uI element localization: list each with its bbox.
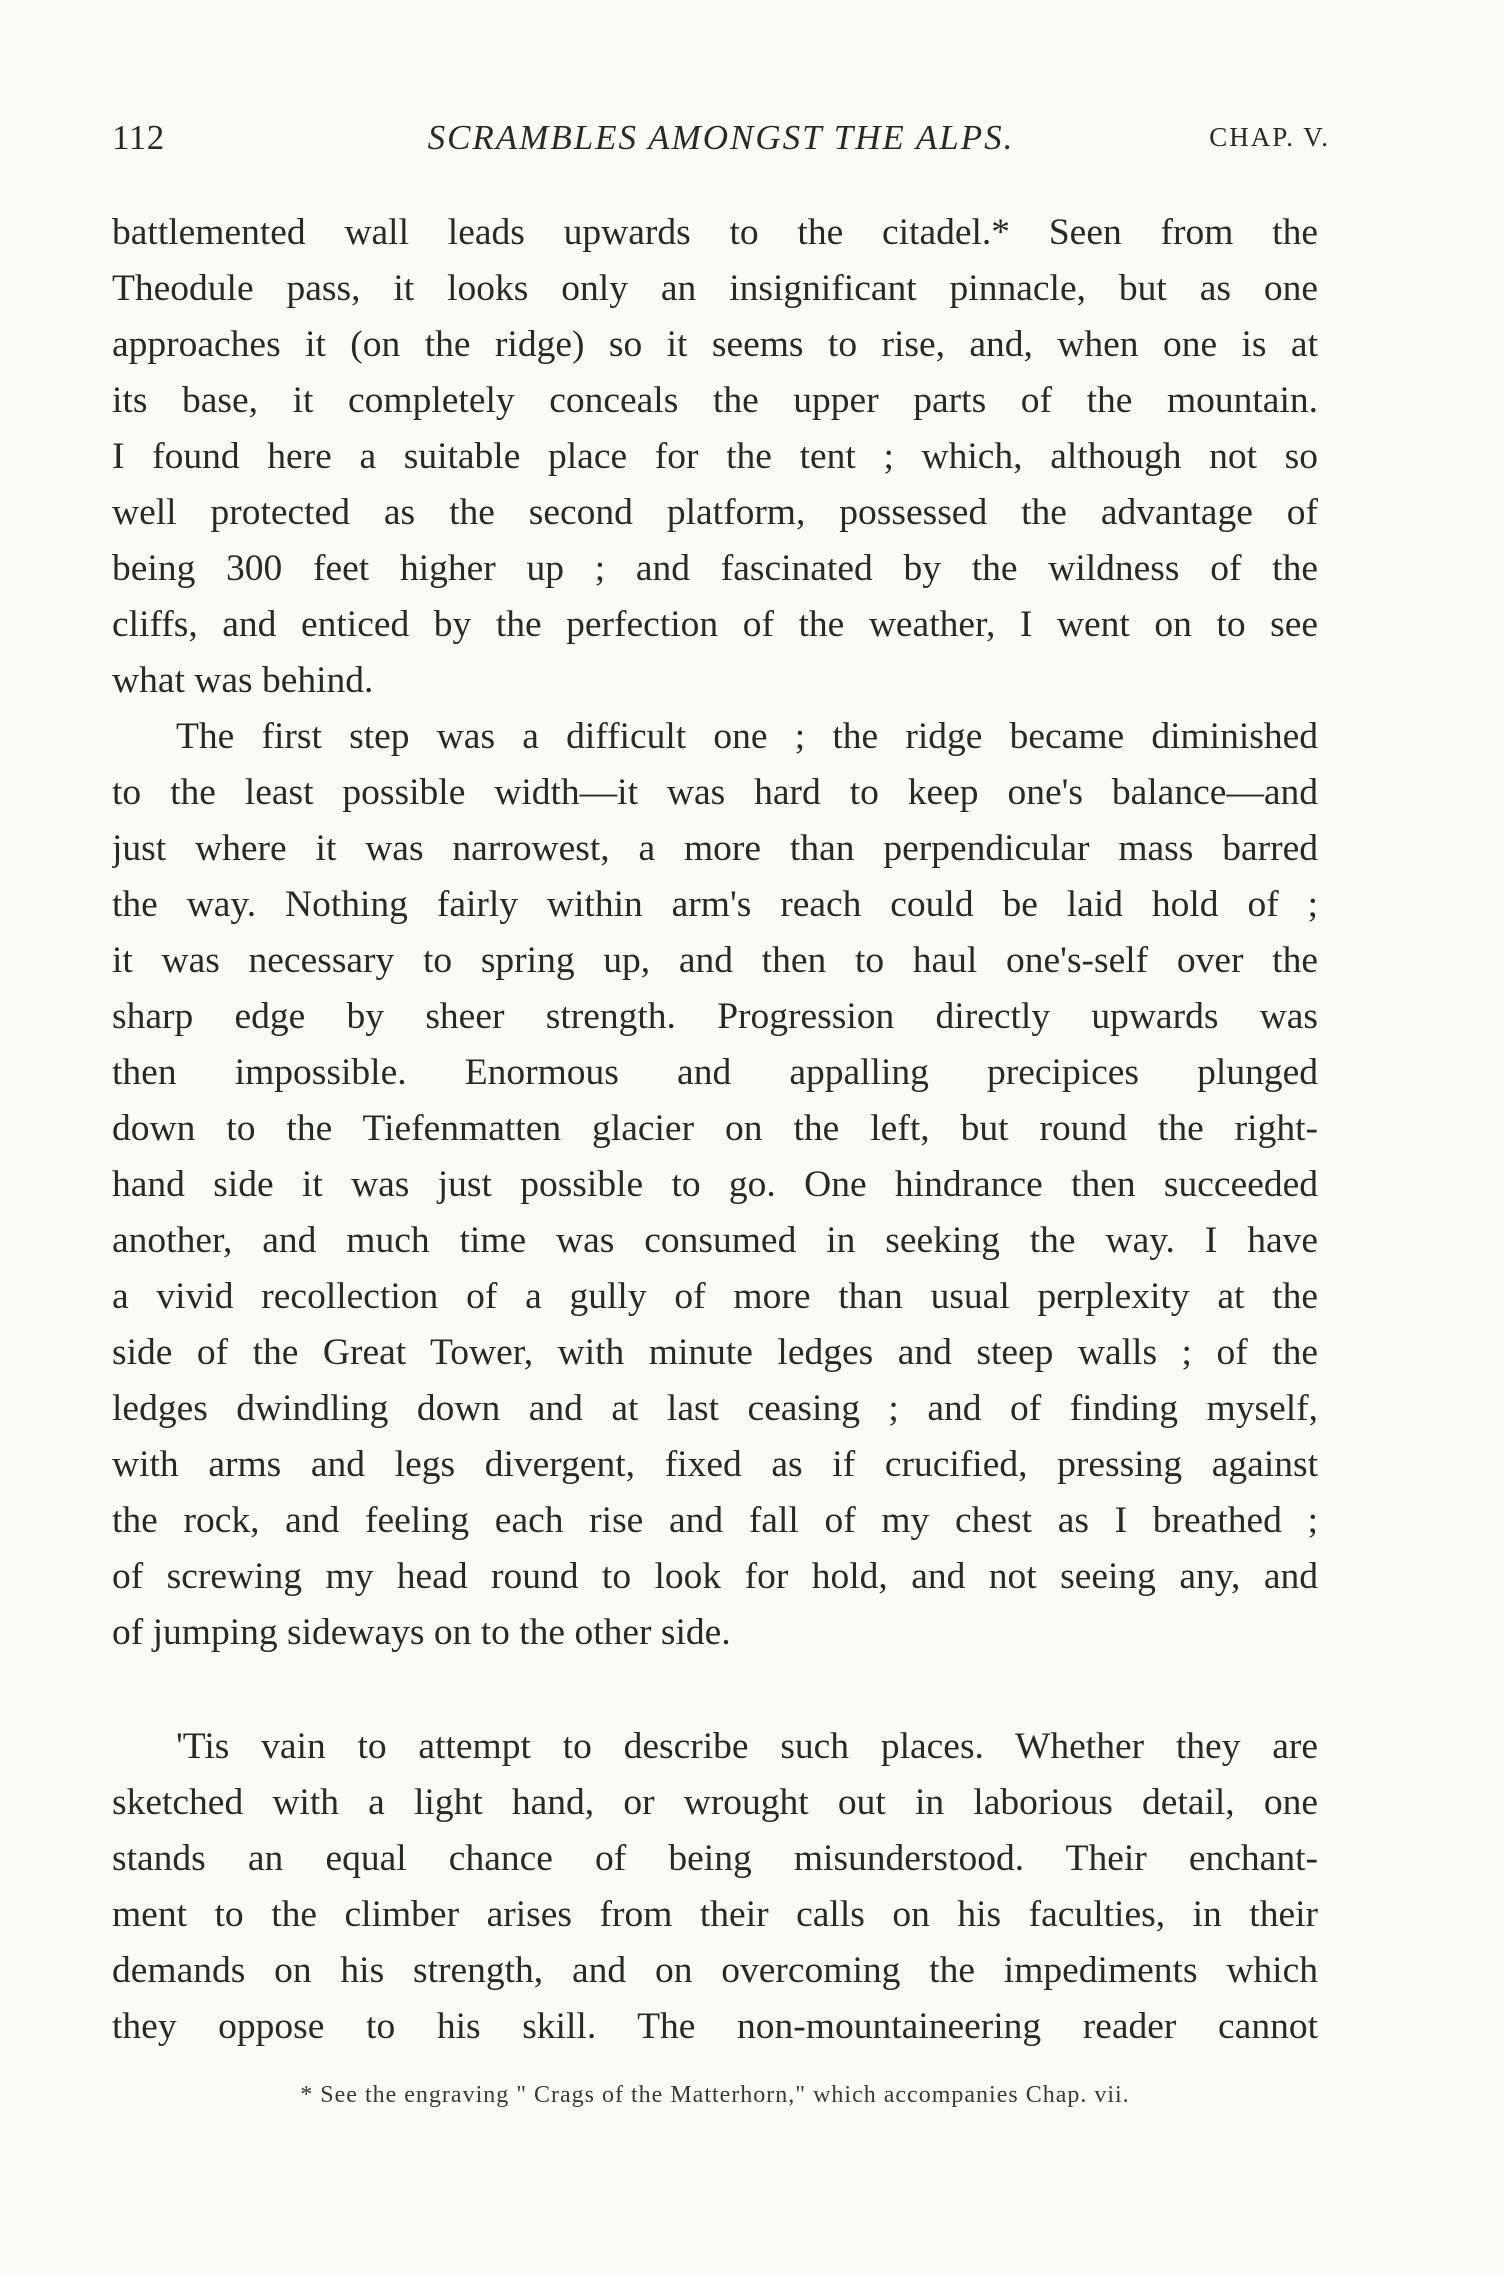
text-line: being 300 feet higher up ; and fascinated by the wildness of the (112, 548, 1318, 589)
text-line: stands an equal chance of being misunderstood. Their enchant- (112, 1838, 1318, 1879)
text-line: The first step was a difficult one ; the ridge became diminished (176, 716, 1318, 757)
text-line: sharp edge by sheer strength. Progression directly upwards was (112, 996, 1318, 1037)
text-line: then impossible. Enormous and appalling precipices plunged (112, 1052, 1318, 1093)
text-line: battlemented wall leads upwards to the citadel.* Seen from the (112, 212, 1318, 253)
text-line: demands on his strength, and on overcoming the impediments which (112, 1950, 1318, 1991)
text-line: it was necessary to spring up, and then to haul one's-self over the (112, 940, 1318, 981)
text-line: another, and much time was consumed in seeking the way. I have (112, 1220, 1318, 1261)
text-line: to the least possible width—it was hard to keep one's balance—and (112, 772, 1318, 813)
text-line: what was behind. (112, 660, 374, 701)
running-title: SCRAMBLES AMONGST THE ALPS. (427, 118, 1015, 157)
running-header (112, 118, 1330, 168)
text-line: its base, it completely conceals the upper parts of the mountain. (112, 380, 1318, 421)
footnote: * See the engraving " Crags of the Matterhorn," which accompanies Chap. vii. (300, 2082, 1130, 2108)
text-line: approaches it (on the ridge) so it seems to rise, and, when one is at (112, 324, 1318, 365)
text-line: ledges dwindling down and at last ceasing ; and of finding myself, (112, 1388, 1318, 1429)
text-line: of screwing my head round to look for hold, and not seeing any, and (112, 1556, 1318, 1597)
text-line: of jumping sideways on to the other side. (112, 1612, 731, 1653)
page-number: 112 (112, 118, 165, 157)
text-line: sketched with a light hand, or wrought out in laborious detail, one (112, 1782, 1318, 1823)
text-line: side of the Great Tower, with minute ledges and steep walls ; of the (112, 1332, 1318, 1373)
text-line: they oppose to his skill. The non-mountaineering reader cannot (112, 2006, 1318, 2047)
text-line: hand side it was just possible to go. One hindrance then succeeded (112, 1164, 1318, 1205)
text-line: ment to the climber arises from their calls on his faculties, in their (112, 1894, 1318, 1935)
chapter-label: CHAP. V. (1209, 122, 1330, 152)
text-line: the rock, and feeling each rise and fall of my chest as I breathed ; (112, 1500, 1318, 1541)
text-line: with arms and legs divergent, fixed as if crucified, pressing against (112, 1444, 1318, 1485)
text-line: 'Tis vain to attempt to describe such places. Whether they are (176, 1726, 1318, 1767)
text-line: Theodule pass, it looks only an insignificant pinnacle, but as one (112, 268, 1318, 309)
text-line: well protected as the second platform, possessed the advantage of (112, 492, 1318, 533)
text-line: down to the Tiefenmatten glacier on the left, but round the right- (112, 1108, 1318, 1149)
text-line: a vivid recollection of a gully of more than usual perplexity at the (112, 1276, 1318, 1317)
text-line: I found here a suitable place for the tent ; which, although not so (112, 436, 1318, 477)
text-line: the way. Nothing fairly within arm's reach could be laid hold of ; (112, 884, 1318, 925)
text-line: just where it was narrowest, a more than perpendicular mass barred (112, 828, 1318, 869)
text-line: cliffs, and enticed by the perfection of the weather, I went on to see (112, 604, 1318, 645)
